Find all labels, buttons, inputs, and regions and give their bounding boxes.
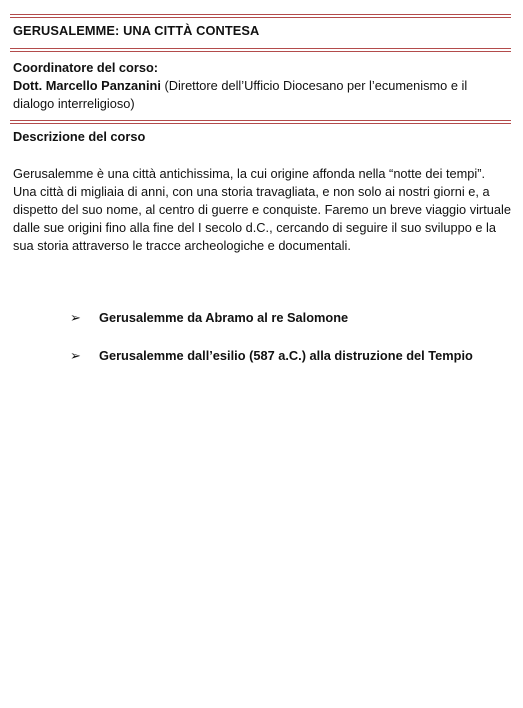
document-title: GERUSALEMME: UNA CITTÀ CONTESA [13, 23, 260, 38]
arrowhead-bullet-icon: ➢ [70, 310, 81, 325]
bullet-label-1: Gerusalemme da Abramo al re Salomone [99, 310, 349, 325]
bullet-list [70, 309, 500, 385]
coordinator-label: Coordinatore del corso: [13, 60, 159, 75]
title-bottom-rule [10, 48, 511, 52]
bullet-item-1 [70, 309, 500, 347]
arrowhead-bullet-icon: ➢ [70, 348, 81, 363]
coordinator-name: Dott. Marcello Panzanini [13, 78, 161, 93]
coordinator-details [13, 77, 508, 113]
top-double-rule [10, 14, 511, 18]
bullet-label-2: Gerusalemme dall’esilio (587 a.C.) alla distruzione del Tempio [99, 348, 473, 363]
description-text: Gerusalemme è una città antichissima, la cui origine affonda nella “notte dei tempi”. Una città di migliaia di anni, con una storia travagliata, e non solo ai nostri giorni e, a dispetto del suo nome, al centro di guerre e conquiste. Faremo un breve viaggio virtuale dalle sue origini fino alla fine del I secolo d.C., cercando di seguire il suo sviluppo e la sua storia attraverso le tracce archeologiche e documentali. [13, 166, 511, 253]
coordinator-role: (Direttore dell’Ufficio Diocesano per l’ecumenismo e il dialogo interreligioso) [13, 78, 468, 111]
description-title: Descrizione del corso [13, 129, 146, 144]
bullet-item-2 [70, 347, 500, 385]
section-rule [10, 120, 511, 124]
